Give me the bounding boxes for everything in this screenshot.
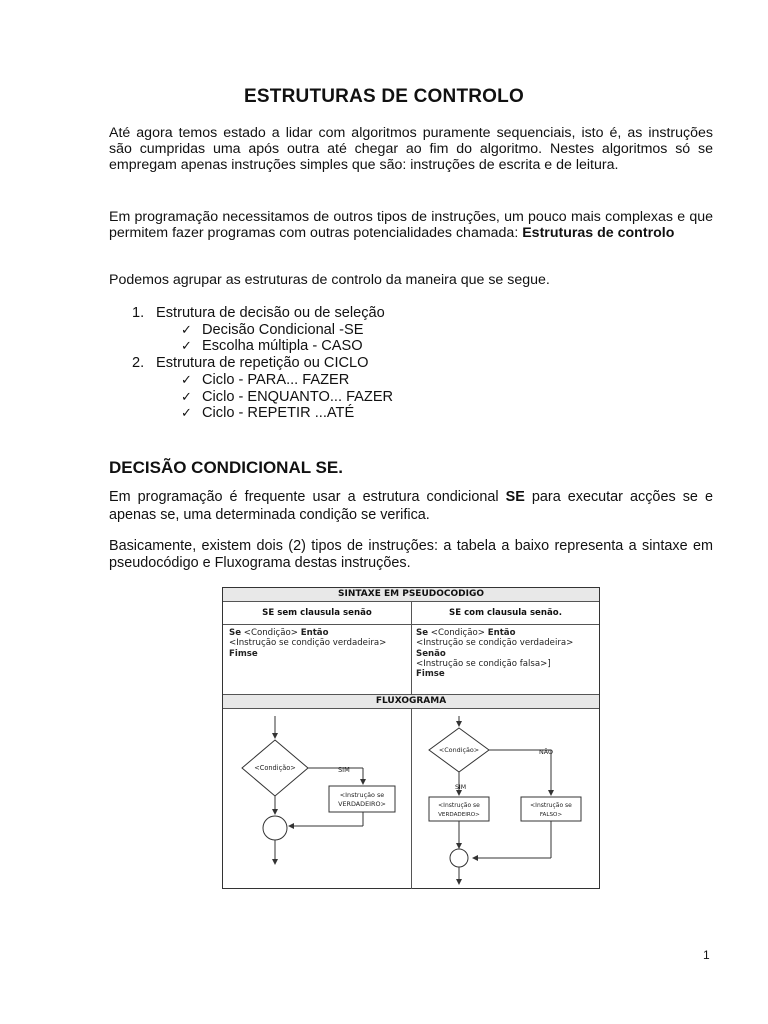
pseudo-line: <Instrução se condição falsa>] bbox=[416, 658, 551, 669]
keyword-se: Se bbox=[229, 628, 242, 638]
intro-paragraph-1: Até agora temos estado a lidar com algoritmos puramente sequenciais, isto é, as instruções são cumpridas uma após outra até chegar ao fim do algoritmo. Nestes algoritmos só se empregam apenas instruções simples que são: instruções de escrita e de leitura. bbox=[109, 125, 713, 174]
section-paragraph-2: Basicamente, existem dois (2) tipos de instruções: a tabela a baixo representa a sintaxe em pseudocódigo e Fluxograma destas instruções. bbox=[109, 538, 713, 571]
section-paragraph-1-bold: SE bbox=[505, 489, 525, 505]
condition-text: <Condição> bbox=[428, 628, 488, 638]
list-number: 1. bbox=[132, 305, 145, 321]
checkmark-icon: ✓ bbox=[181, 405, 192, 421]
list-item bbox=[109, 305, 713, 322]
instruction-box bbox=[329, 786, 395, 812]
keyword-fimse: Fimse bbox=[229, 648, 258, 659]
condition-text: <Condição> bbox=[241, 628, 301, 638]
syntax-figure bbox=[222, 587, 600, 889]
intro-paragraph-2-bold: Estruturas de controlo bbox=[522, 225, 675, 242]
flow1-condition: <Condição> bbox=[254, 764, 296, 772]
list-subitem-label: Escolha múltipla - CASO bbox=[202, 338, 363, 355]
intro-paragraph-2-text: Em programação necessitamos de outros tipos de instruções, um pouco mais complexas e que permitem fazer programas com outras potencialidades chamada: bbox=[109, 209, 713, 242]
checkmark-icon: ✓ bbox=[181, 388, 192, 404]
keyword-fimse: Fimse bbox=[416, 669, 445, 680]
list-subitem-label: Ciclo - PARA... FAZER bbox=[202, 371, 350, 388]
intro-paragraph-3: Podemos agrupar as estruturas de controlo da maneira que se segue. bbox=[109, 272, 550, 288]
flow2-boxB-line2: FALSO> bbox=[539, 812, 563, 818]
list-subitem-label: Ciclo - ENQUANTO... FAZER bbox=[202, 388, 394, 405]
flow2-condition: <Condição> bbox=[438, 746, 480, 754]
checkmark-icon: ✓ bbox=[181, 321, 192, 337]
checkmark-icon: ✓ bbox=[181, 371, 192, 387]
flow1-sim-label: SIM bbox=[338, 766, 350, 774]
list-subitem bbox=[109, 322, 713, 339]
flowchart-header: FLUXOGRAMA bbox=[223, 694, 599, 709]
list-item bbox=[109, 355, 713, 372]
connector-circle bbox=[263, 816, 287, 840]
section-paragraph-1 bbox=[109, 488, 713, 524]
list-subitem bbox=[109, 338, 713, 355]
intro-paragraph-2 bbox=[109, 209, 713, 241]
flow1-box-line2: VERDADEIRO> bbox=[338, 800, 386, 808]
pseudo-line: <Instrução se condição verdadeira> bbox=[416, 638, 574, 649]
checkmark-icon: ✓ bbox=[181, 338, 192, 354]
list-number: 2. bbox=[132, 355, 145, 372]
flowchart-if bbox=[242, 716, 395, 864]
flow2-nao-label: NÃO bbox=[539, 748, 554, 756]
list-subitem-label: Decisão Condicional -SE bbox=[202, 321, 364, 338]
col2-header: SE com clausula senão. bbox=[412, 602, 599, 625]
keyword-entao: Então bbox=[487, 628, 516, 638]
connector-circle bbox=[450, 849, 468, 867]
keyword-entao: Então bbox=[300, 628, 329, 638]
section-paragraph-1-text-end: para executar acções se e apenas se, uma determinada condição se verifica. bbox=[109, 489, 713, 523]
flow2-boxB-line1: <Instrução se bbox=[530, 802, 572, 809]
flowchart-diagrams bbox=[223, 588, 599, 888]
flow1-box-line1: <Instrução se bbox=[339, 791, 385, 799]
section-heading: DECISÃO CONDICIONAL SE. bbox=[109, 458, 343, 477]
flow2-boxA-line1: <Instrução se bbox=[438, 802, 480, 809]
flowchart-if-else bbox=[429, 716, 581, 884]
page-title: ESTRUTURAS DE CONTROLO bbox=[244, 86, 524, 107]
keyword-se: Se bbox=[416, 628, 429, 638]
keyword-senao: Senão bbox=[416, 648, 446, 659]
pseudo-line: <Instrução se condição verdadeira> bbox=[229, 638, 387, 649]
list-item-label: Estrutura de repetição ou CICLO bbox=[156, 355, 369, 372]
structures-list bbox=[109, 305, 713, 422]
list-subitem bbox=[109, 389, 713, 406]
list-item-label: Estrutura de decisão ou de seleção bbox=[156, 305, 385, 321]
flow2-boxA-line2: VERDADEIRO> bbox=[438, 812, 480, 818]
list-subitem bbox=[109, 372, 713, 389]
list-subitem bbox=[109, 405, 713, 422]
col1-header: SE sem clausula senão bbox=[223, 602, 411, 625]
pseudocode-header: SINTAXE EM PSEUDOCODIGO bbox=[223, 588, 599, 602]
flow2-sim-label: SIM bbox=[455, 784, 467, 791]
page-number: 1 bbox=[703, 948, 710, 962]
list-subitem-label: Ciclo - REPETIR ...ATÉ bbox=[202, 405, 355, 422]
section-paragraph-1-text: Em programação é frequente usar a estrutura condicional bbox=[109, 489, 506, 505]
